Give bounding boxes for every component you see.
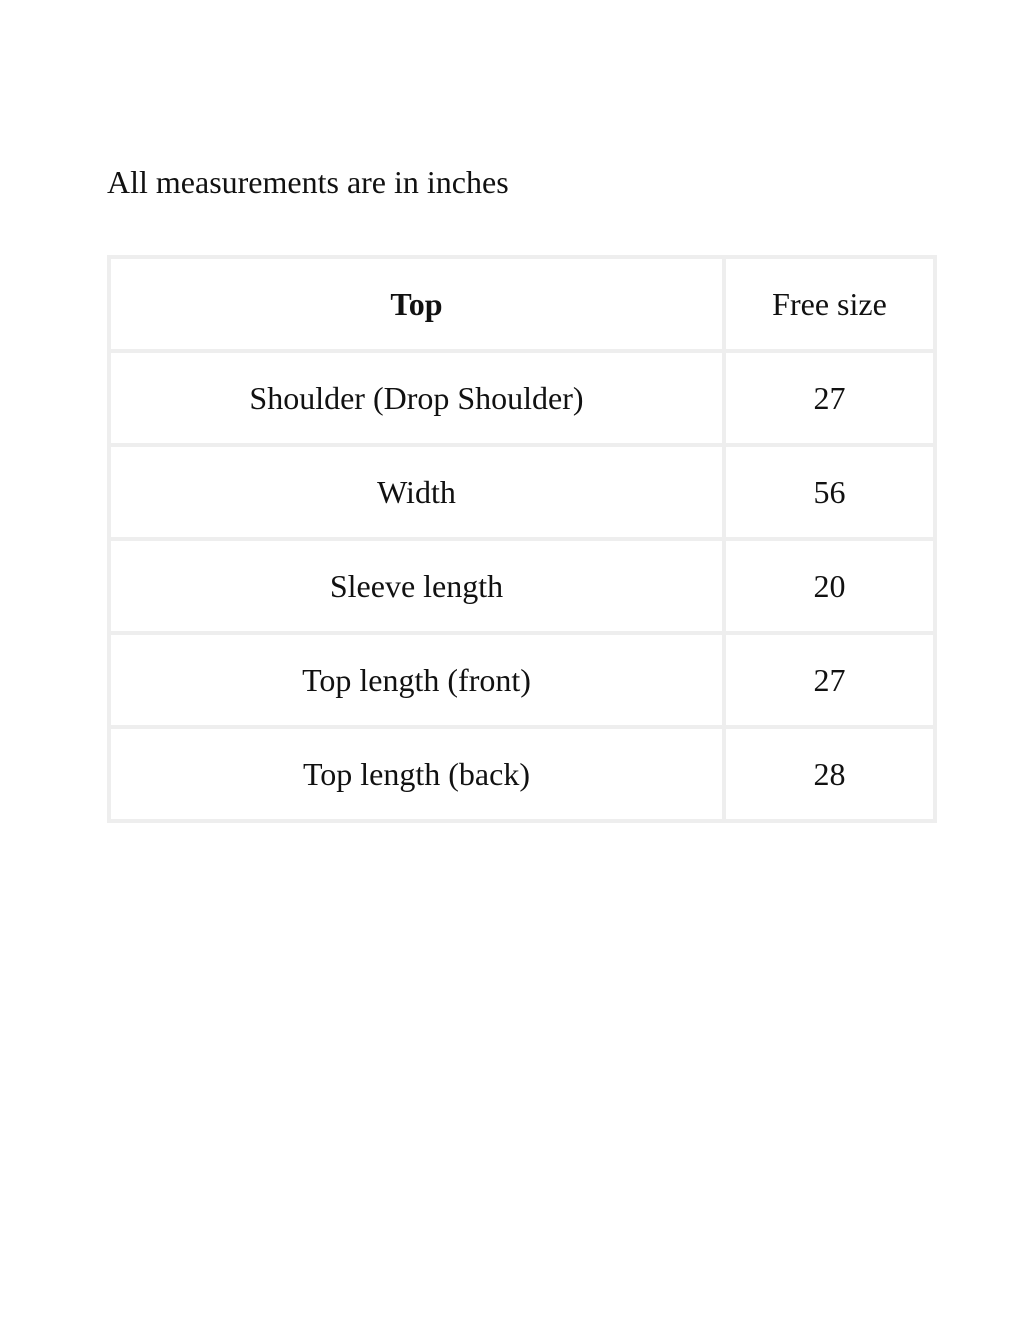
- row-label: Width: [109, 445, 724, 539]
- row-label: Sleeve length: [109, 539, 724, 633]
- row-label: Top length (front): [109, 633, 724, 727]
- table-header-row: [109, 257, 935, 351]
- row-value: 27: [724, 351, 935, 445]
- table-row: [109, 727, 935, 821]
- size-chart-table: [107, 255, 937, 823]
- row-value: 28: [724, 727, 935, 821]
- table-row: [109, 633, 935, 727]
- measurement-note: All measurements are in inches: [107, 164, 509, 200]
- table-row: [109, 445, 935, 539]
- row-label: Top length (back): [109, 727, 724, 821]
- row-value: 56: [724, 445, 935, 539]
- row-value: 27: [724, 633, 935, 727]
- table-row: [109, 351, 935, 445]
- header-cell-top: Top: [109, 257, 724, 351]
- row-value: 20: [724, 539, 935, 633]
- header-cell-free-size: Free size: [724, 257, 935, 351]
- row-label: Shoulder (Drop Shoulder): [109, 351, 724, 445]
- table-row: [109, 539, 935, 633]
